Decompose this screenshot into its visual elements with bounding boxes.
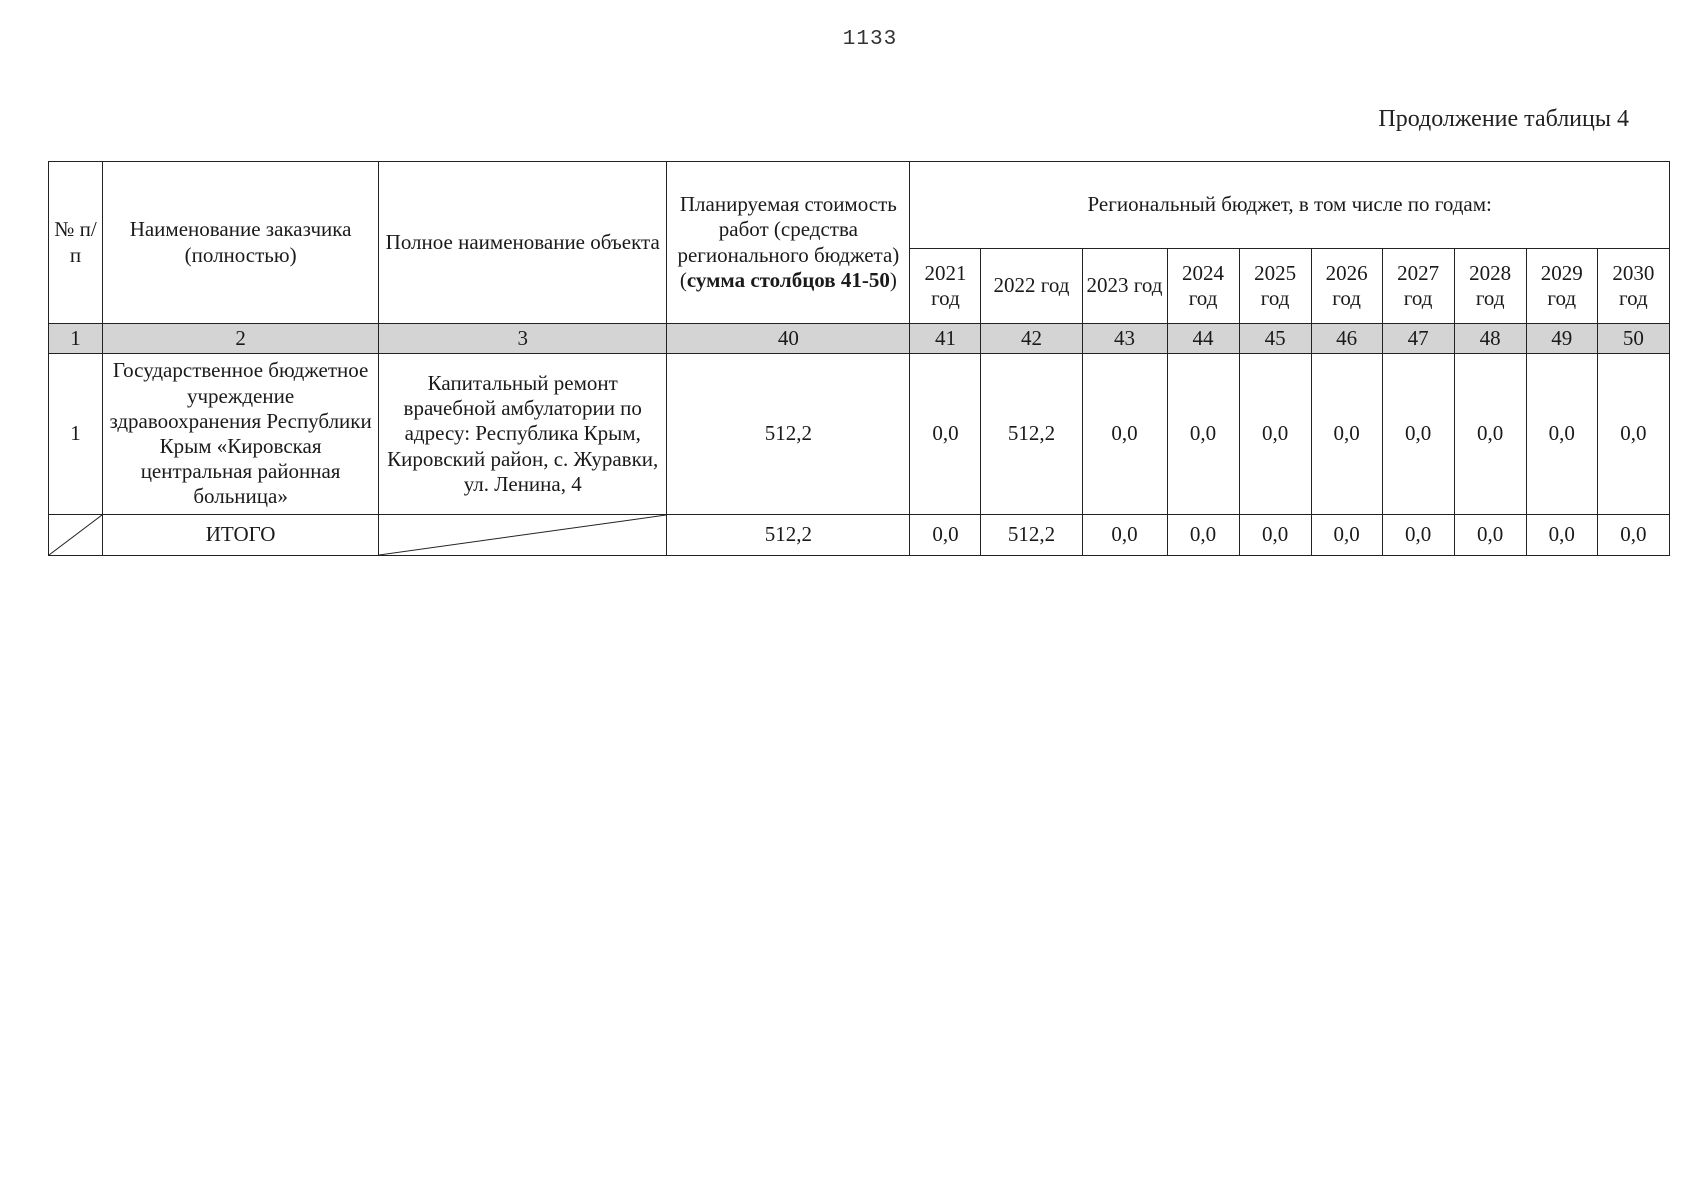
row-year-value: 0,0 [1082,354,1167,515]
column-number: 43 [1082,324,1167,354]
total-year-value: 0,0 [1526,515,1597,556]
row-year-value: 512,2 [981,354,1082,515]
header-year: 2022 год [981,249,1082,324]
header-year: 2028 год [1454,249,1526,324]
column-number: 46 [1311,324,1382,354]
column-number: 50 [1597,324,1669,354]
header-year: 2024 год [1167,249,1239,324]
header-regional-budget: Региональный бюджет, в том числе по годам: [910,162,1670,249]
column-number-row [49,324,1670,354]
header-year: 2021 год [910,249,981,324]
column-number: 3 [379,324,667,354]
column-number: 49 [1526,324,1597,354]
header-cost-plain: Планируемая стоимость работ (средства регионального бюджета) ( [677,192,900,292]
total-num-diagonal [49,515,103,556]
row-year-value: 0,0 [1597,354,1669,515]
column-number: 2 [103,324,379,354]
header-year: 2029 год [1526,249,1597,324]
row-cost: 512,2 [667,354,910,515]
row-year-value: 0,0 [1167,354,1239,515]
total-year-value: 0,0 [1239,515,1311,556]
total-year-value: 0,0 [1311,515,1382,556]
row-num: 1 [49,354,103,515]
total-row [49,515,1670,556]
header-customer: Наименование заказчика (полностью) [103,162,379,324]
row-year-value: 0,0 [1526,354,1597,515]
row-object: Капитальный ремонт врачебной амбулатории по адресу: Республика Крым, Кировский район, с. Журавки, ул. Ленина, 4 [379,354,667,515]
diagonal-line [49,515,102,555]
header-row-top [49,162,1670,249]
header-year: 2026 год [1311,249,1382,324]
column-number: 1 [49,324,103,354]
table-continuation-label: Продолжение таблицы 4 [1378,106,1629,132]
row-year-value: 0,0 [1382,354,1454,515]
total-year-value: 0,0 [1082,515,1167,556]
budget-table [48,161,1670,556]
total-year-value: 512,2 [981,515,1082,556]
header-year: 2030 год [1597,249,1669,324]
row-year-value: 0,0 [1239,354,1311,515]
total-year-value: 0,0 [1597,515,1669,556]
header-year: 2027 год [1382,249,1454,324]
header-year: 2023 год [1082,249,1167,324]
total-year-value: 0,0 [910,515,981,556]
column-number: 48 [1454,324,1526,354]
header-cost-end: ) [889,267,897,292]
row-year-value: 0,0 [1311,354,1382,515]
column-number: 41 [910,324,981,354]
header-planned-cost [667,162,910,324]
row-year-value: 0,0 [1454,354,1526,515]
column-number: 40 [667,324,910,354]
column-number: 42 [981,324,1082,354]
total-cost: 512,2 [667,515,910,556]
header-num: № п/п [49,162,103,324]
page-number: 1133 [842,28,898,51]
total-label: ИТОГО [103,515,379,556]
header-cost-bold: сумма столбцов 41-50 [686,267,890,292]
total-year-value: 0,0 [1382,515,1454,556]
header-object: Полное наименование объекта [379,162,667,324]
total-year-value: 0,0 [1167,515,1239,556]
column-number: 47 [1382,324,1454,354]
column-number: 44 [1167,324,1239,354]
table-row [49,354,1670,515]
header-year: 2025 год [1239,249,1311,324]
row-year-value: 0,0 [910,354,981,515]
column-number: 45 [1239,324,1311,354]
total-year-value: 0,0 [1454,515,1526,556]
total-object-diagonal [379,515,667,556]
diagonal-line [379,515,666,555]
row-customer: Государственное бюджетное учреждение здравоохранения Республики Крым «Кировская центральная районная больница» [103,354,379,515]
